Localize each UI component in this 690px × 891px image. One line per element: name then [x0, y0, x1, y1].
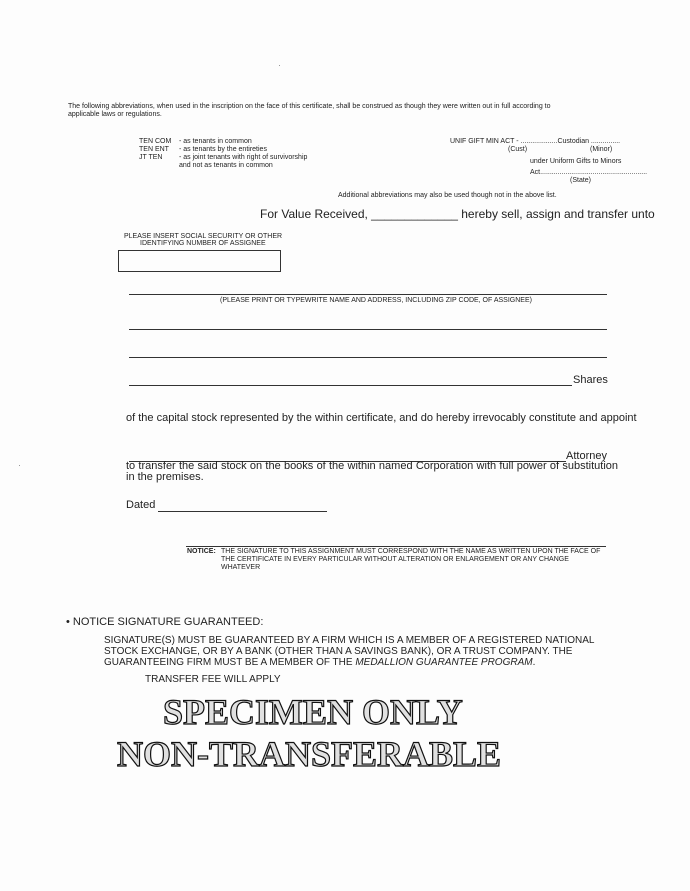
transfer-fee-note: TRANSFER FEE WILL APPLY [145, 674, 281, 685]
non-transferable-stamp: NON-TRANSFERABLE [117, 734, 502, 774]
signature-guaranteed-heading: • NOTICE SIGNATURE GUARANTEED: [66, 616, 264, 628]
notice-label: NOTICE: [187, 548, 216, 555]
dated-label: Dated [126, 499, 156, 511]
abbreviation-jt-ten: JT TEN - as joint tenants with right of survivorship and not as tenants in common [139, 154, 308, 169]
abbreviation-list [139, 138, 309, 170]
abbreviations-intro: The following abbreviations, when used in the inscription on the face of this certificate, shall be construed as though they were written out in full according to applicable laws or regulations. [68, 103, 551, 118]
additional-abbreviations-note: Additional abbreviations may also be used though not in the above list. [338, 192, 557, 199]
uniform-gifts-label: under Uniform Gifts to Minors [530, 158, 622, 165]
attorney-label: Attorney [566, 450, 607, 462]
state-label: (State) [570, 177, 592, 184]
ssn-label-line-2: IDENTIFYING NUMBER OF ASSIGNEE [140, 240, 266, 247]
gift-minors-act-block [450, 138, 648, 185]
gift-act-line: UNIF GIFT MIN ACT - ...................Custodian ............... [450, 138, 621, 145]
minor-label: (Minor) [590, 146, 613, 153]
shares-line[interactable] [129, 385, 572, 386]
capital-stock-text: of the capital stock represented by the within certificate, and do hereby irrevocably constitute and appoint [126, 412, 637, 424]
specimen-only-stamp: SPECIMEN ONLY [163, 692, 463, 732]
scan-speck: · [18, 460, 21, 470]
abbreviation-ten-com: TEN COM - as tenants in common [139, 138, 252, 145]
address-line-2[interactable] [129, 357, 607, 358]
scan-speck: · [278, 60, 281, 70]
shares-label: Shares [573, 374, 608, 386]
address-line-1[interactable] [129, 329, 607, 330]
guarantee-text: SIGNATURE(S) MUST BE GUARANTEED BY A FIRM WHICH IS A MEMBER OF A REGISTERED NATIONAL STOCK EXCHANGE, OR BY A BANK (OTHER THAN A SAVINGS BANK), OR A TRUST COMPANY. THE GUARANTEEING FIRM MUST BE A MEMBER OF THE MEDALLION GUARANTEE PROGRAM. [104, 635, 595, 668]
assignee-name-line[interactable] [129, 294, 607, 295]
abbreviation-ten-ent: TEN ENT - as tenants by the entireties [139, 146, 267, 153]
ssn-input-box[interactable] [118, 250, 281, 272]
custodian-label: (Cust) [508, 146, 528, 153]
notice-text: THE SIGNATURE TO THIS ASSIGNMENT MUST CORRESPOND WITH THE NAME AS WRITTEN UPON THE FACE OF THE CERTIFICATE IN EVERY PARTICULAR WITHOUT ALTERATION OR ENLARGEMENT OR ANY CHANGE WHATEVER [221, 548, 601, 571]
dated-line[interactable] [158, 511, 327, 512]
signature-line[interactable] [186, 546, 606, 547]
act-line: Act....................................................... [530, 169, 648, 176]
medallion-program-name: MEDALLION GUARANTEE PROGRAM [355, 657, 533, 668]
transfer-text: to transfer the said stock on the books of the within named Corporation with full power of substitution in the premises. [126, 460, 618, 483]
print-name-label: (PLEASE PRINT OR TYPEWRITE NAME AND ADDRESS, INCLUDING ZIP CODE, OF ASSIGNEE) [220, 297, 532, 304]
value-received-line: For Value Received, _____________ hereby sell, assign and transfer unto [260, 207, 655, 221]
ssn-label: PLEASE INSERT SOCIAL SECURITY OR OTHER [124, 233, 283, 240]
